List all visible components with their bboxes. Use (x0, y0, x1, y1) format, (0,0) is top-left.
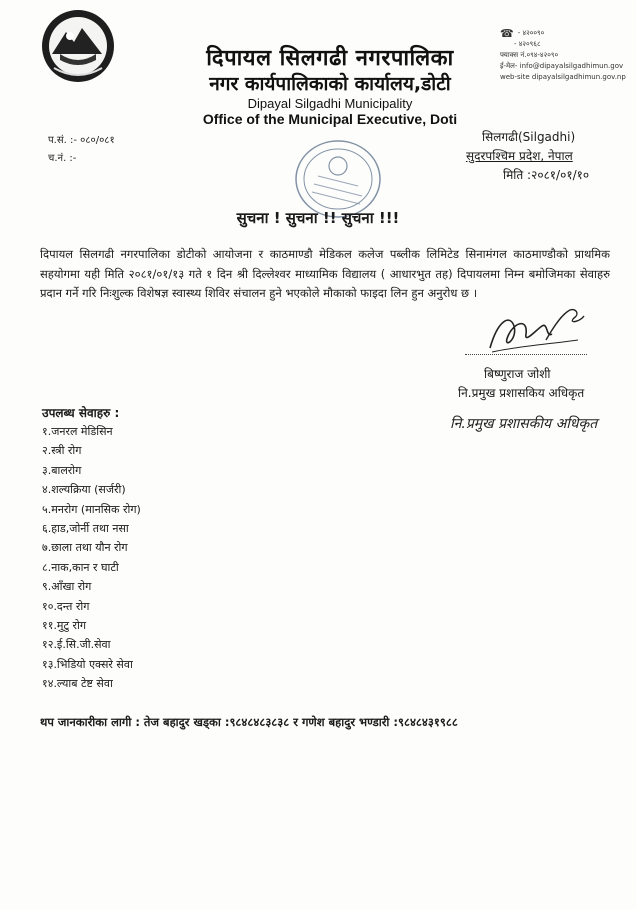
notice-title: सुचना ! सुचना !! सुचना !!! (236, 209, 400, 227)
contact-footer: थप जानकारीका लागी : तेज बहादुर खड्का :९८४८४८३८३८ र गणेश बहादुर भण्डारी :९८४८४३१९८८ (40, 715, 458, 729)
website-address: web-site dipayalsilgadhimun.gov.np (500, 73, 626, 81)
signatory-title: नि.प्रमुख प्रशासकिय अधिकृत (458, 386, 585, 400)
list-item: १२.ई.सि.जी.सेवा (42, 638, 111, 652)
handwritten-designation: नि.प्रमुख प्रशासकीय अधिकृत (450, 416, 598, 432)
location-province: सुदरपश्चिम प्रदेश, नेपाल (466, 149, 573, 163)
phone-number-2: - ४२०९६८ (514, 40, 541, 48)
phone-icon: ☎ (500, 27, 514, 40)
list-item: ७.छाला तथा यौन रोग (42, 541, 128, 555)
phone-number-1: - ४२००९० (517, 29, 545, 37)
list-item: १३.भिडियो एक्सरे सेवा (42, 657, 133, 671)
list-item: ६.हाड,जोर्नी तथा नसा (42, 521, 129, 535)
contact-block (500, 28, 635, 83)
signature-line (465, 354, 587, 355)
list-item: १.जनरल मेडिसिन (42, 425, 113, 438)
services-list (42, 422, 141, 693)
signatory-name: बिष्णुराज जोशी (484, 367, 551, 381)
list-item: ४.शल्यक्रिया (सर्जरी) (42, 483, 126, 497)
email-address: ई-मेल- info@dipayalsilgadhimun.gov (500, 62, 624, 70)
list-item: १४.ल्याब टेष्ट सेवा (42, 677, 113, 691)
header-nepali-title: दिपायल सिलगढी नगरपालिका (206, 46, 454, 71)
list-item: ११.मुटु रोग (42, 618, 87, 632)
dispatch-number: च.नं. :- (48, 153, 77, 164)
header-english-office: Office of the Municipal Executive, Doti (202, 111, 458, 127)
letter-date: मिति :२०८१/०१/१० (503, 168, 590, 182)
phone-row (500, 28, 635, 39)
notice-body: दिपायल सिलगढी नगरपालिका डोटीको आयोजना र काठमाण्डौ मेडिकल कलेज पब्लीक लिमिटेड सिनामंगल काठमाण्डौको प्राथमिक सहयोगमा यही मिति २०८१/०१/१३ गते १ दिन श्री दिल्लेश्वर माध्यामिक विद्यालय ( आधारभुत तह) दिपायलमा निम्न बमोजिमका सेवाहरु प्रदान गर्ने गरि निःशुल्क विशेषज्ञ स्वास्थ्य शिविर संचालन हुने भएकोले मौकाको फाइदा लिन हुन अनुरोध छ । (40, 247, 610, 300)
list-item: ५.मनरोग (मानसिक रोग) (42, 502, 141, 516)
letter-number: प.सं. :- ०८०/०८१ (48, 135, 115, 146)
list-item: २.स्त्री रोग (42, 444, 82, 458)
list-item: ८.नाक,कान र घाटी (42, 560, 119, 574)
list-item: ९.आँखा रोग (42, 580, 92, 594)
services-heading: उपलब्ध सेवाहरु : (42, 406, 120, 420)
list-item: ३.बालरोग (42, 463, 82, 477)
header-english-title: Dipayal Silgadhi Municipality (247, 96, 413, 111)
location-city: सिलगढी(Silgadhi) (482, 130, 576, 144)
list-item: १०.दन्त रोग (42, 599, 90, 613)
fax-number: फ्याक्स नं.०९४-४२०९० (500, 51, 559, 59)
header-nepali-office: नगर कार्यपालिकाको कार्यालय,डोटी (209, 73, 451, 95)
signature-icon (480, 300, 590, 360)
